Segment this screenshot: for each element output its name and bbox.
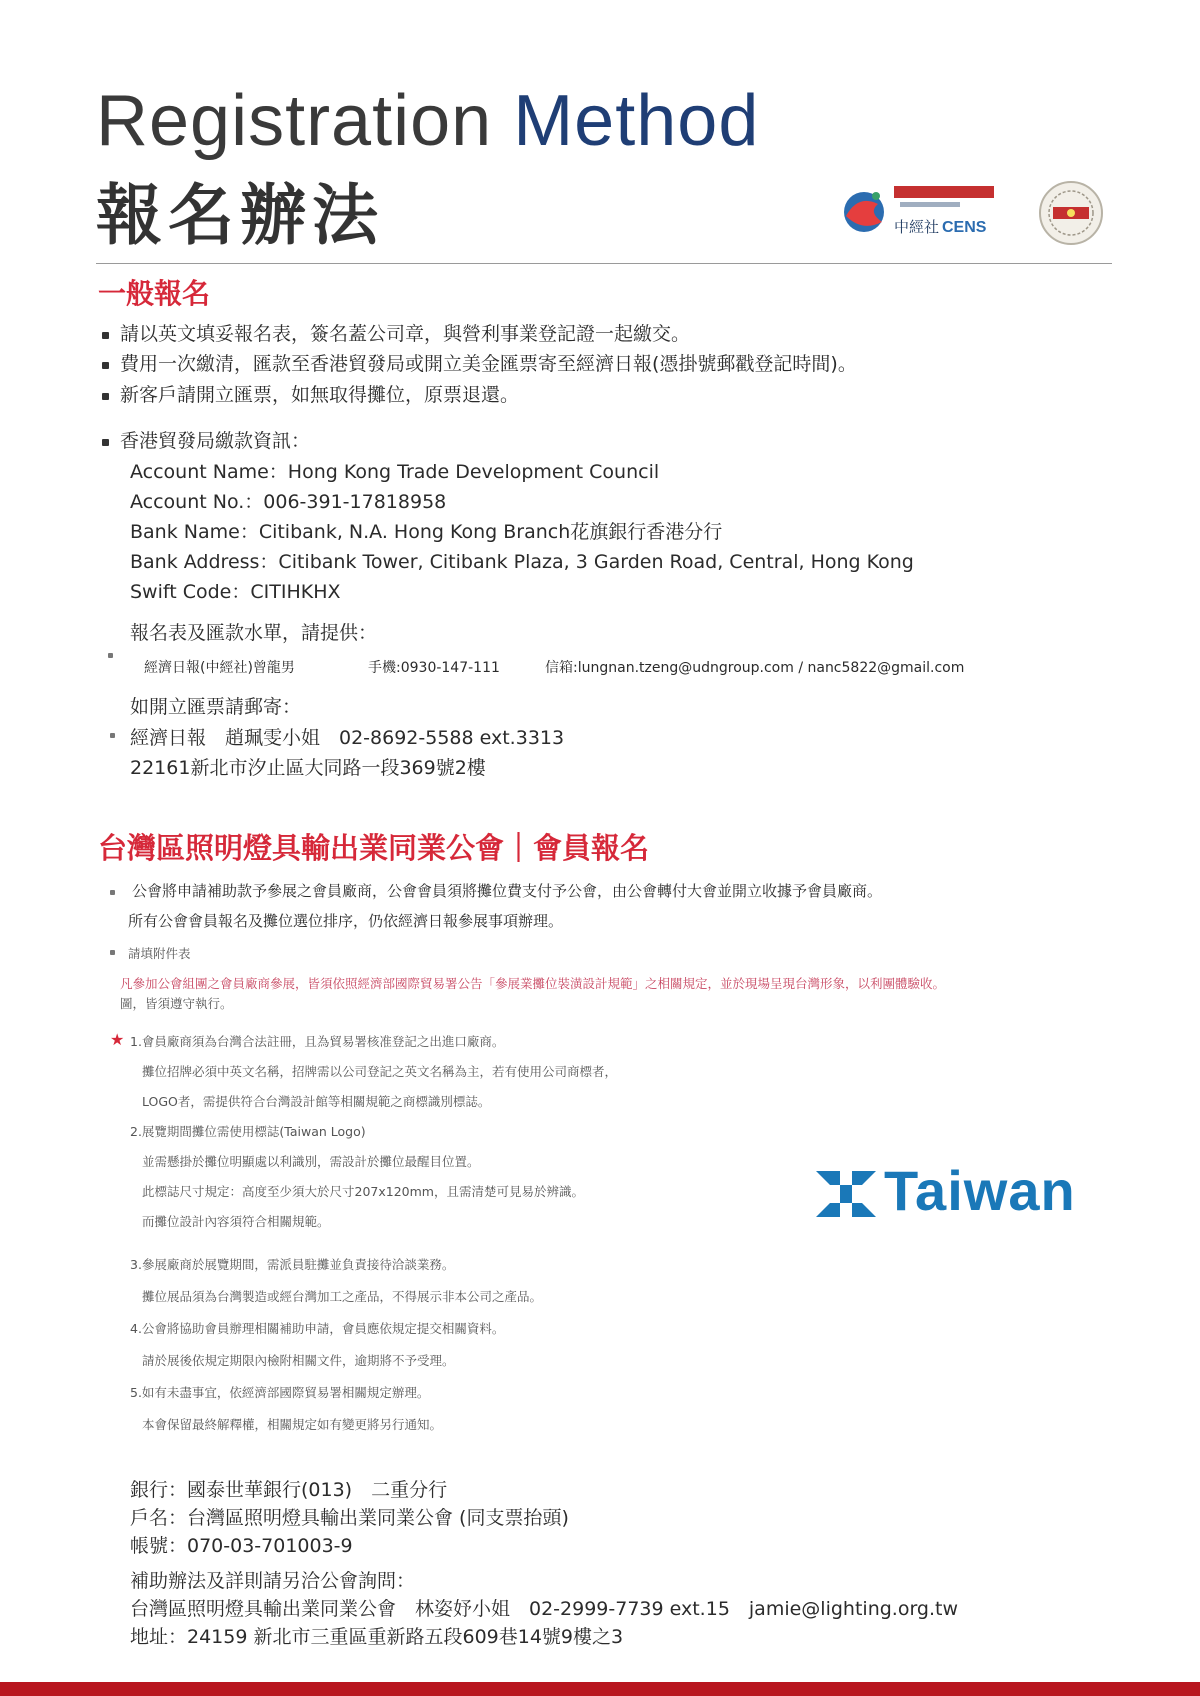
rule-line: 2.展覽期間攤位需使用標誌(Taiwan Logo) (130, 1124, 366, 1139)
rule-line: LOGO者，需提供符合台灣設計館等相關規範之商標識別標誌。 (142, 1094, 491, 1109)
contact-organization: 經濟日報(中經社)曾龍男 (144, 660, 295, 676)
cens-logo (838, 182, 1018, 240)
bullet-marker (110, 950, 115, 955)
general-bullet-new-client: 新客戶請開立匯票，如無取得攤位，原票退還。 (120, 384, 520, 406)
contact-phone: 手機:0930-147-111 (368, 660, 500, 676)
assoc-design-rule: 凡參加公會組團之會員廠商參展，皆須依照經濟部國際貿易署公告「參展業攤位裝潢設計規範」之相關規定，並於現場呈現台灣形象，以利團體驗收。 (120, 976, 946, 991)
bullet-marker (110, 890, 115, 895)
cens-chinese-label: 中經社 (894, 218, 940, 236)
assoc-address: 地址：24159 新北市三重區重新路五段609巷14號9樓之3 (130, 1626, 624, 1648)
bullet-marker (102, 393, 109, 400)
rule-line: 攤位招牌必須中英文名稱，招牌需以公司登記之英文名稱為主，若有使用公司商標者， (142, 1064, 618, 1079)
title-part-method: Method (513, 81, 760, 161)
assoc-account-holder: 戶名：台灣區照明燈具輸出業同業公會 (同支票抬頭) (130, 1507, 569, 1529)
mail-note: 如開立匯票請郵寄： (130, 696, 302, 718)
rule-line: 4.公會將協助會員辦理相關補助申請，會員應依規定提交相關資料。 (130, 1321, 505, 1336)
assoc-bank: 銀行：國泰世華銀行(013) 二重分行 (130, 1479, 448, 1501)
general-bullet-hktdc-info: 香港貿發局繳款資訊： (120, 430, 311, 452)
contact-email: 信箱:lungnan.tzeng@udngroup.com / nanc5822@gmail.com (545, 660, 965, 676)
rule-line: 請於展後依規定期限內檢附相關文件，逾期將不予受理。 (142, 1353, 455, 1368)
bullet-marker (108, 653, 113, 658)
mail-recipient: 經濟日報 趙珮雯小姐 02-8692-5588 ext.3313 (130, 727, 565, 749)
assoc-inquiry-contact: 台灣區照明燈具輸出業同業公會 林姿妤小姐 02-2999-7739 ext.15 jamie@lighting.org.tw (130, 1598, 959, 1620)
provide-note: 報名表及匯款水單，請提供： (130, 622, 378, 644)
page-title-english (96, 80, 759, 162)
assoc-subsidy-note: 公會將申請補助款予參展之會員廠商，公會會員須將攤位費支付予公會，由公會轉付大會並開立收據予會員廠商。 (132, 882, 883, 900)
association-seal-logo (1036, 180, 1106, 246)
bullet-marker (102, 332, 109, 339)
footer-band (0, 1682, 1200, 1696)
rule-line: 本會保留最終解釋權，相關規定如有變更將另行通知。 (142, 1417, 443, 1432)
general-bullet-payment: 費用一次繳清，匯款至香港貿發局或開立美金匯票寄至經濟日報(憑掛號郵戳登記時間)。 (120, 353, 857, 375)
bank-address: Bank Address：Citibank Tower, Citibank Plaza, 3 Garden Road, Central, Hong Kong (130, 551, 914, 573)
general-bullet-form: 請以英文填妥報名表，簽名蓋公司章，與營利事業登記證一起繳交。 (120, 323, 691, 345)
bullet-marker (110, 733, 115, 738)
assoc-inquiry-note: 補助辦法及詳則請另洽公會詢問： (130, 1570, 416, 1592)
account-name: Account Name：Hong Kong Trade Development Council (130, 461, 660, 483)
rule-line: 攤位展品須為台灣製造或經台灣加工之產品，不得展示非本公司之產品。 (142, 1289, 543, 1304)
taiwan-logo-text: Taiwan (884, 1159, 1076, 1222)
bullet-marker (102, 439, 109, 446)
account-number: Account No.：006-391-17818958 (130, 491, 447, 513)
assoc-booth-note: 所有公會會員報名及攤位選位排序，仍依經濟日報參展事項辦理。 (128, 912, 564, 930)
assoc-form-note: 請填附件表 (128, 946, 191, 961)
rule-line: 5.如有未盡事宜，依經濟部國際貿易署相關規定辦理。 (130, 1385, 430, 1400)
cens-english-label: CENS (942, 219, 987, 236)
swift-code: Swift Code：CITIHKHX (130, 581, 341, 603)
rule-line: 此標誌尺寸規定：高度至少須大於尺寸207x120mm，且需清楚可見易於辨識。 (142, 1184, 584, 1199)
general-registration-heading: 一般報名 (98, 277, 211, 310)
rule-line: 3.參展廠商於展覽期間，需派員駐攤並負責接待洽談業務。 (130, 1257, 455, 1272)
rule-line: 1.會員廠商須為台灣合法註冊，且為貿易署核准登記之出進口廠商。 (130, 1034, 505, 1049)
association-registration-heading: 台灣區照明燈具輸出業同業公會｜會員報名 (98, 831, 650, 865)
star-icon: ★ (110, 1030, 125, 1049)
rule-line: 而攤位設計內容須符合相關規範。 (142, 1214, 330, 1229)
bullet-marker (102, 362, 109, 369)
rule-line: 並需懸掛於攤位明顯處以利識別，需設計於攤位最醒目位置。 (142, 1154, 480, 1169)
assoc-design-rule-cont: 圖，皆須遵守執行。 (120, 996, 233, 1011)
bank-name: Bank Name：Citibank, N.A. Hong Kong Branch花旗銀行香港分行 (130, 521, 723, 543)
assoc-account-number: 帳號：070-03-701003-9 (130, 1535, 353, 1557)
header-divider (96, 263, 1112, 264)
page-title-chinese: 報名辦法 (96, 177, 384, 254)
mail-address: 22161新北市汐止區大同路一段369號2樓 (130, 757, 486, 779)
title-part-registration: Registration (96, 81, 514, 161)
